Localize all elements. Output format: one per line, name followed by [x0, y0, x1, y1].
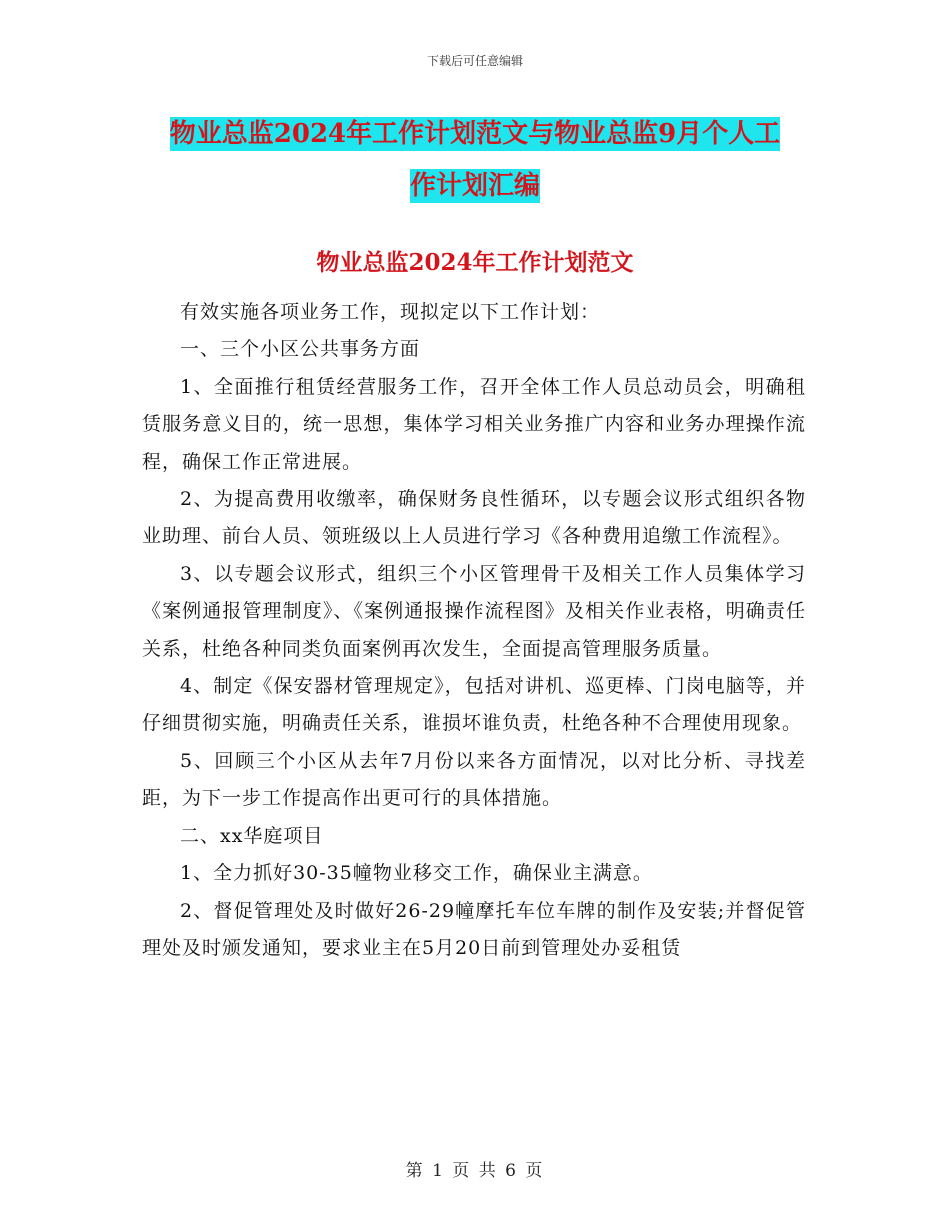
- document-title-line-2: 作计划汇编: [409, 171, 540, 201]
- paragraph: 一、三个小区公共事务方面: [180, 338, 421, 361]
- paragraph: 1、全面推行租赁经营服务工作，召开全体工作人员总动员会，明确租赁服务意义目的，统一思想，集体学习相关业务推广内容和业务办理操作流程，确保工作正常进展。: [142, 375, 806, 473]
- paragraph: 5、回顾三个小区从去年7月份以来各方面情况，以对比分析、寻找差距，为下一步工作提高作出更可行的具体措施。: [142, 749, 806, 810]
- document-body: [142, 294, 806, 967]
- paragraph: 二、xx华庭项目: [180, 824, 324, 847]
- page-number: 第 1 页 共 6 页: [405, 1161, 545, 1181]
- document-title-line-1: 物业总监2024年工作计划范文与物业总监9月个人工: [169, 119, 781, 149]
- page-header-note: 下载后可任意编辑: [426, 54, 523, 68]
- paragraph: 2、为提高费用收缴率，确保财务良性循环，以专题会议形式组织各物业助理、前台人员、领班级以上人员进行学习《各种费用追缴工作流程》。: [142, 488, 806, 548]
- paragraph: 有效实施各项业务工作，现拟定以下工作计划：: [180, 301, 601, 323]
- section-title: 物业总监2024年工作计划范文: [316, 249, 634, 276]
- paragraph: 4、制定《保安器材管理规定》，包括对讲机、巡更棒、门岗电脑等，并仔细贯彻实施，明确责任关系，谁损坏谁负责，杜绝各种不合理使用现象。: [142, 675, 806, 735]
- paragraph: 3、以专题会议形式，组织三个小区管理骨干及相关工作人员集体学习《案例通报管理制度》、《案例通报操作流程图》及相关作业表格，明确责任关系，杜绝各种同类负面案例再次发生，全面提高管理服务质量。: [142, 562, 806, 660]
- paragraph: 1、全力抓好30-35幢物业移交工作，确保业主满意。: [180, 862, 653, 885]
- document-title: [140, 108, 810, 212]
- paragraph: 2、督促管理处及时做好26-29幢摩托车位车牌的制作及安装;并督促管理处及时颁发通知，要求业主在5月20日前到管理处办妥租赁: [142, 899, 806, 959]
